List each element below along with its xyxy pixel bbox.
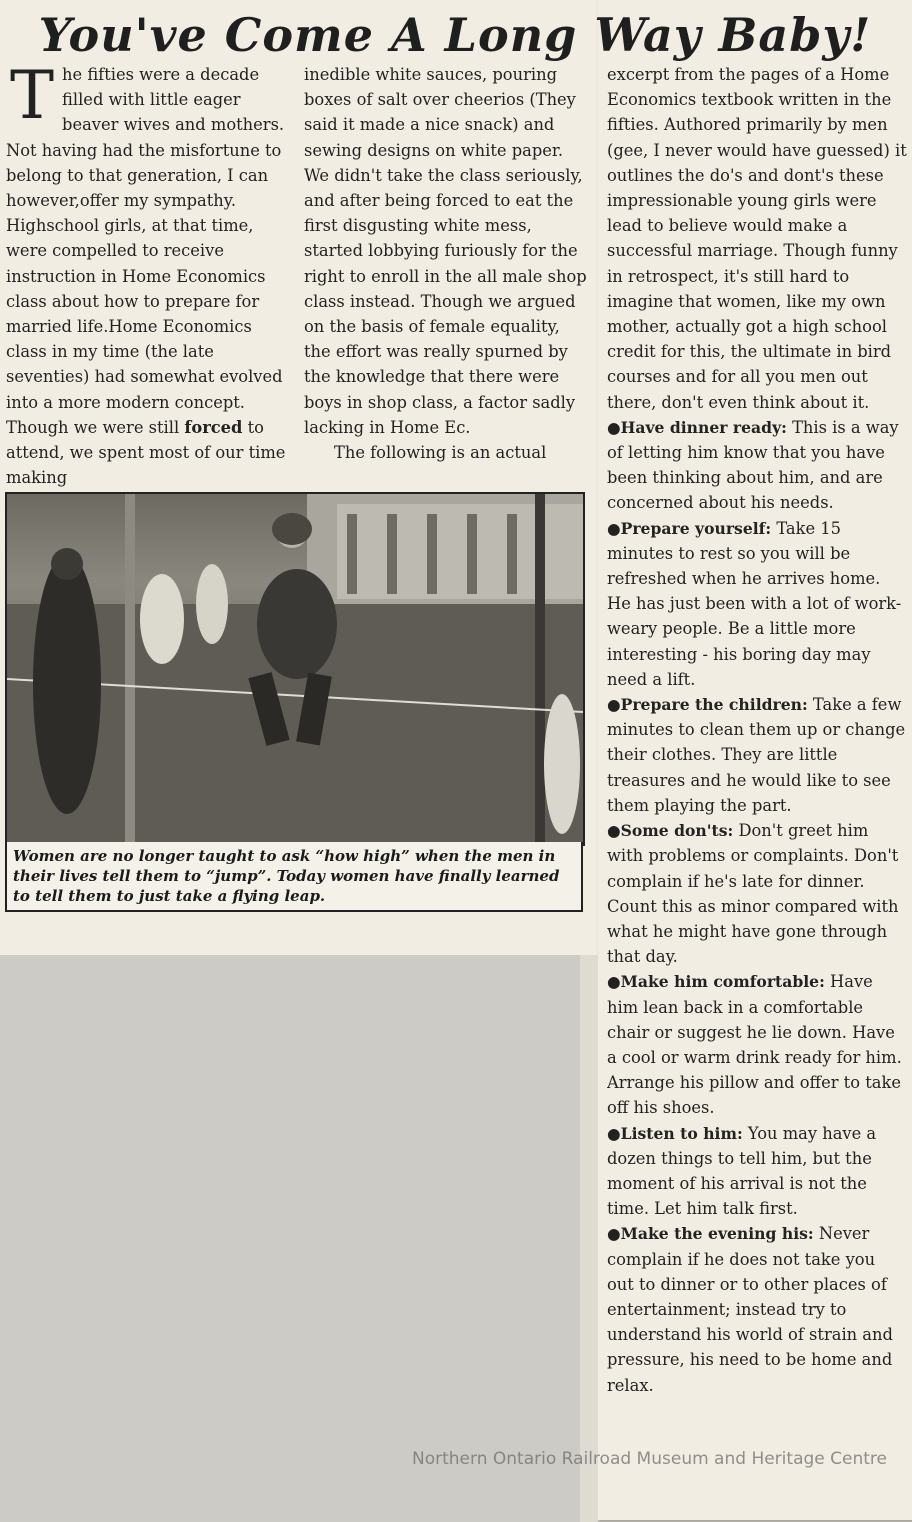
- column-1-emphasis: forced: [184, 417, 243, 437]
- drop-cap: T: [10, 62, 55, 134]
- photo-illustration: [7, 494, 583, 844]
- article-column-1: [6, 62, 292, 492]
- article-column-3: [607, 62, 907, 1512]
- list-item-heading: ●Prepare yourself:: [607, 518, 772, 538]
- list-item-text: Take a few minutes to clean them up or change their clothes. They are little treasures and he would like to see them playing the part.: [607, 695, 906, 815]
- list-item: [607, 1221, 907, 1397]
- list-item: [607, 415, 907, 516]
- list-item-heading: ●Make the evening his:: [607, 1224, 814, 1244]
- article-headline: You've Come A Long Way Baby!: [38, 8, 872, 62]
- list-item-heading: ●Make him comfortable:: [607, 972, 825, 992]
- list-item: [607, 969, 907, 1120]
- list-item: [607, 692, 907, 818]
- column-2-paragraph-2: The following is an actual: [334, 443, 547, 463]
- photo-caption: Women are no longer taught to ask “how high” when the men in their lives tell them to “jump”. Today women have finally learned to tell them to just take a flying leap.: [5, 842, 583, 912]
- list-item: [607, 818, 907, 969]
- list-item: [607, 516, 907, 692]
- column-3-intro: excerpt from the pages of a Home Economics textbook written in the fifties. Authored primarily by men (gee, I never would have guessed) it outlines the do's and dont's these impressionable young girls were lead to believe would make a successful marriage. Though funny in retrospect, it's still hard to imagine that women, like my own mother, actually got a high school credit for this, the ultimate in bird courses and for all you men out there, don't even think about it.: [607, 65, 907, 412]
- list-item-text: You may have a dozen things to tell him, but the moment of his arrival is not the time. Let him talk first.: [607, 1123, 877, 1219]
- list-item-text: Take 15 minutes to rest so you will be refreshed when he arrives home. He has just been with a lot of work-weary people. Be a little more interesting - his boring day may need a lift.: [607, 518, 902, 689]
- list-item-heading: ●Some don'ts:: [607, 821, 734, 841]
- museum-watermark: Northern Ontario Railroad Museum and Heritage Centre: [412, 1449, 887, 1469]
- scrapbook-page-background: [0, 955, 598, 1522]
- column-2-paragraph-1: inedible white sauces, pouring boxes of salt over cheerios (They said it made a nice snack) and sewing designs on white paper. We didn't take the class seriously, and after being forced to eat the first disgusting white mess, started lobbying furiously for the right to enroll in the all male shop class instead. Though we argued on the basis of female equality, the effort was really spurned by the knowledge that there were boys in shop class, a factor sadly lacking in Home Ec.: [304, 65, 587, 437]
- list-item-text: This is a way of letting him know that you have been thinking about him, and are concerned about his needs.: [607, 417, 899, 513]
- list-item-heading: ●Listen to him:: [607, 1123, 743, 1143]
- article-column-2: [304, 62, 590, 492]
- list-item-text: Have him lean back in a comfortable chair or suggest he lie down. Have a cool or warm drink ready for him. Arrange his pillow and offer to take off his shoes.: [607, 972, 902, 1118]
- list-item-heading: ●Prepare the children:: [607, 695, 808, 715]
- list-item-text: Never complain if he does not take you out to dinner or to other places of entertainment; instead try to understand his world of strain and pressure, his need to be home and relax.: [607, 1224, 893, 1395]
- list-item: [607, 1121, 907, 1222]
- historical-photo-woman-jumping: [5, 492, 585, 846]
- list-item-heading: ●Have dinner ready:: [607, 417, 787, 437]
- column-1-text-lead: he fifties were a decade filled with little eager beaver wives and mothers. Not having had the misfortune to belong to that generation, I can however,offer my sympathy. Highschool girls, at that time, were compelled to receive instruction in Home Economics class about how to prepare for married life.Home Economics class in my time (the late seventies) had somewhat evolved into a more modern concept. Though we were still: [6, 65, 285, 437]
- scrapbook-paper-strip: [580, 955, 598, 1522]
- column-1-text-tail: to attend, we spent most of our time making: [6, 417, 286, 488]
- list-item-text: Don't greet him with problems or complaints. Don't complain if he's late for dinner. Count this as minor compared with what he might have gone through that day.: [607, 821, 899, 967]
